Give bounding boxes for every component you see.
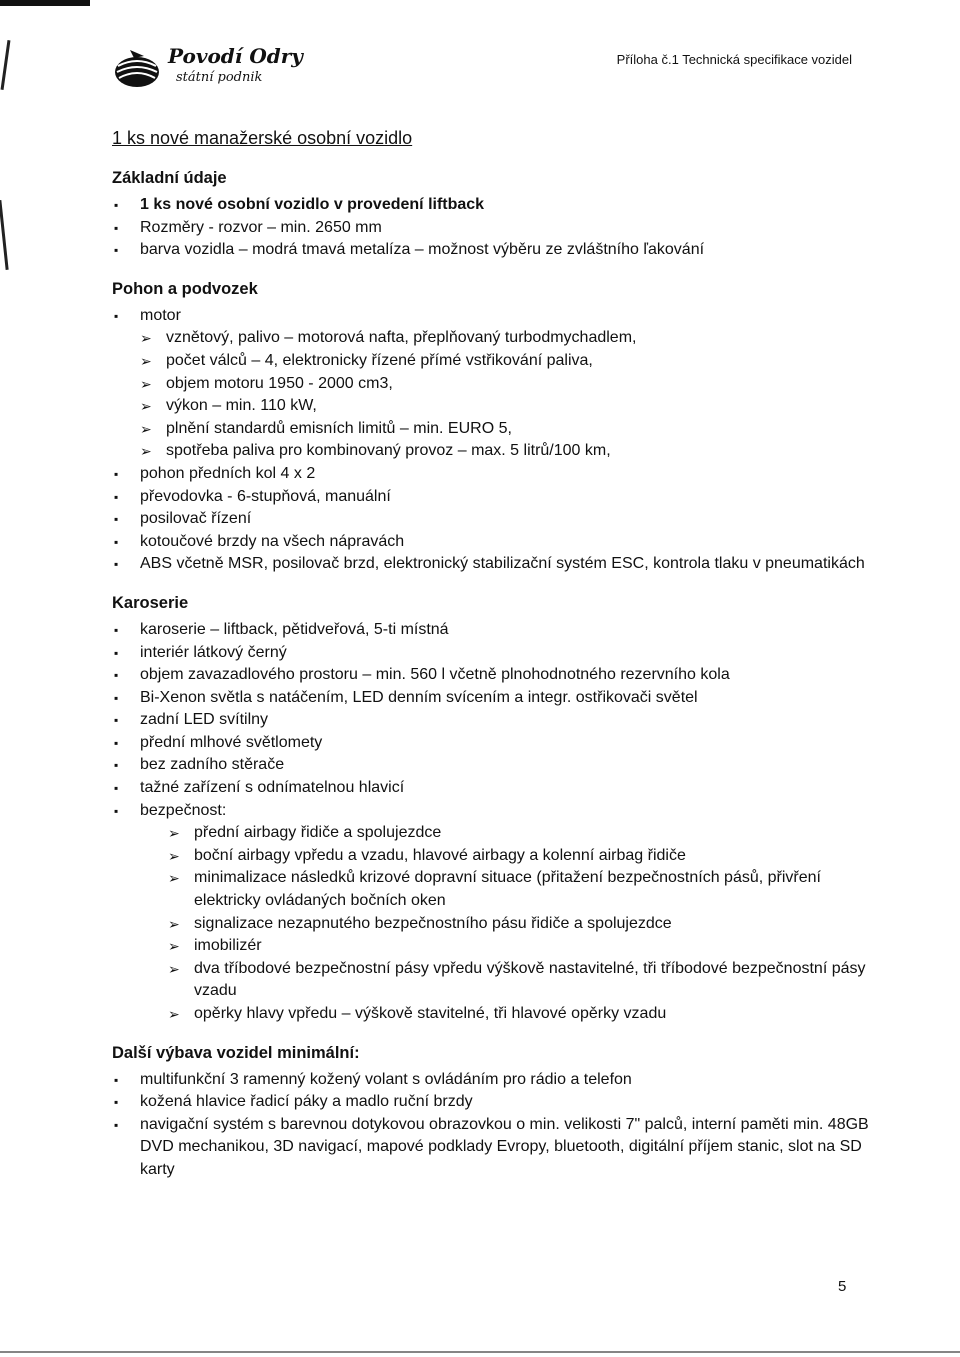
document-title: 1 ks nové manažerské osobní vozidlo [112, 128, 413, 148]
list-item: ▪ Bi-Xenon světla s natáčením, LED denním svícením a integr. ostřikovači světel [112, 687, 872, 710]
safety-label: bezpečnost: [140, 801, 227, 819]
list-item: ▪ ABS včetně MSR, posilovač brzd, elektronický stabilizační systém ESC, kontrola tlaku v pneumatikách [112, 553, 872, 576]
list-item-safety [112, 800, 872, 1026]
sublist-item: ➢ počet válců – 4, elektronicky řízené přímé vstřikování paliva, [138, 350, 872, 373]
list-item: ▪ navigační systém s barevnou dotykovou obrazovkou o min. velikosti 7" palců, interní paměti min. 48GB DVD mechanikou, 3D navigací, mapové podklady Evropy, bluetooth, digitální příjem stanic, slot na SD karty [112, 1114, 872, 1182]
list-item: ▪ posilovač řízení [112, 508, 872, 531]
logo-text: Povodí Odry [168, 44, 303, 68]
motor-sublist [112, 327, 872, 463]
section-heading-body: Karoserie [112, 593, 189, 612]
sublist-item: ➢ spotřeba paliva pro kombinovaný provoz – max. 5 litrů/100 km, [138, 440, 872, 463]
list-item: ▪ kotoučové brzdy na všech nápravách [112, 531, 872, 554]
extra-list [112, 1069, 872, 1182]
list-item: ▪ tažné zařízení s odnímatelnou hlavicí [112, 777, 872, 800]
list-item: ▪ bez zadního stěrače [112, 754, 872, 777]
list-item: ▪ převodovka - 6-stupňová, manuální [112, 486, 872, 509]
basic-list [112, 194, 872, 262]
annex-label: Příloha č.1 Technická specifikace vozidel [616, 52, 852, 67]
list-item: ▪ objem zavazadlového prostoru – min. 560 l včetně plnohodnotného rezervního kola [112, 664, 872, 687]
sublist-item: ➢ přední airbagy řidiče a spolujezdce [166, 822, 872, 845]
list-item-motor [112, 305, 872, 463]
section-heading-extra: Další výbava vozidel minimální: [112, 1043, 360, 1062]
page-number: 5 [838, 1278, 847, 1295]
list-item: ▪ multifunkční 3 ramenný kožený volant s ovládáním pro rádio a telefon [112, 1069, 872, 1092]
list-item: ▪ 1 ks nové osobní vozidlo v provedení liftback [112, 194, 872, 217]
scan-artifact [1, 40, 11, 90]
sublist-item: ➢ opěrky hlavy vpředu – výškově stavitelné, tři hlavové opěrky vzadu [166, 1003, 872, 1026]
list-item: ▪ karoserie – liftback, pětidveřová, 5-ti místná [112, 619, 872, 642]
scan-artifact [0, 200, 9, 270]
drive-list [112, 305, 872, 576]
page-header [112, 44, 852, 96]
sublist-item: ➢ výkon – min. 110 kW, [138, 395, 872, 418]
scan-artifact [0, 0, 90, 6]
list-item: ▪ Rozměry - rozvor – min. 2650 mm [112, 217, 872, 240]
safety-sublist [140, 822, 872, 1025]
sublist-item: ➢ minimalizace následků krizové dopravní situace (přitažení bezpečnostních pásů, přivření elektricky ovládaných bočních oken [166, 867, 872, 912]
document-body [112, 128, 872, 1200]
section-heading-basic: Základní údaje [112, 169, 227, 187]
list-item: ▪ kožená hlavice řadicí páky a madlo ruční brzdy [112, 1091, 872, 1114]
list-item: ▪ zadní LED svítilny [112, 709, 872, 732]
company-logo [112, 44, 312, 96]
sublist-item: ➢ dva tříbodové bezpečnostní pásy vpředu výškově nastavitelné, tři tříbodové bezpečnostní pásy vzadu [166, 958, 872, 1003]
list-item: ▪ přední mlhové světlomety [112, 732, 872, 755]
list-item: ▪ pohon předních kol 4 x 2 [112, 463, 872, 486]
sublist-item: ➢ vznětový, palivo – motorová nafta, přeplňovaný turbodmychadlem, [138, 327, 872, 350]
scan-artifact [0, 1351, 960, 1353]
logo-subtext: státní podnik [176, 70, 263, 85]
list-item: ▪ barva vozidla – modrá tmavá metalíza – možnost výběru ze zvláštního ľakování [112, 239, 872, 262]
section-heading-drive: Pohon a podvozek [112, 279, 258, 298]
sublist-item: ➢ signalizace nezapnutého bezpečnostního pásu řidiče a spolujezdce [166, 913, 872, 936]
list-item: ▪ interiér látkový černý [112, 642, 872, 665]
sublist-item: ➢ boční airbagy vpředu a vzadu, hlavové airbagy a kolenní airbag řidiče [166, 845, 872, 868]
motor-label: motor [140, 306, 181, 324]
sublist-item: ➢ objem motoru 1950 - 2000 cm3, [138, 373, 872, 396]
sublist-item: ➢ imobilizér [166, 935, 872, 958]
body-list [112, 619, 872, 1026]
sublist-item: ➢ plnění standardů emisních limitů – min. EURO 5, [138, 418, 872, 441]
wave-logo-icon [112, 46, 162, 92]
